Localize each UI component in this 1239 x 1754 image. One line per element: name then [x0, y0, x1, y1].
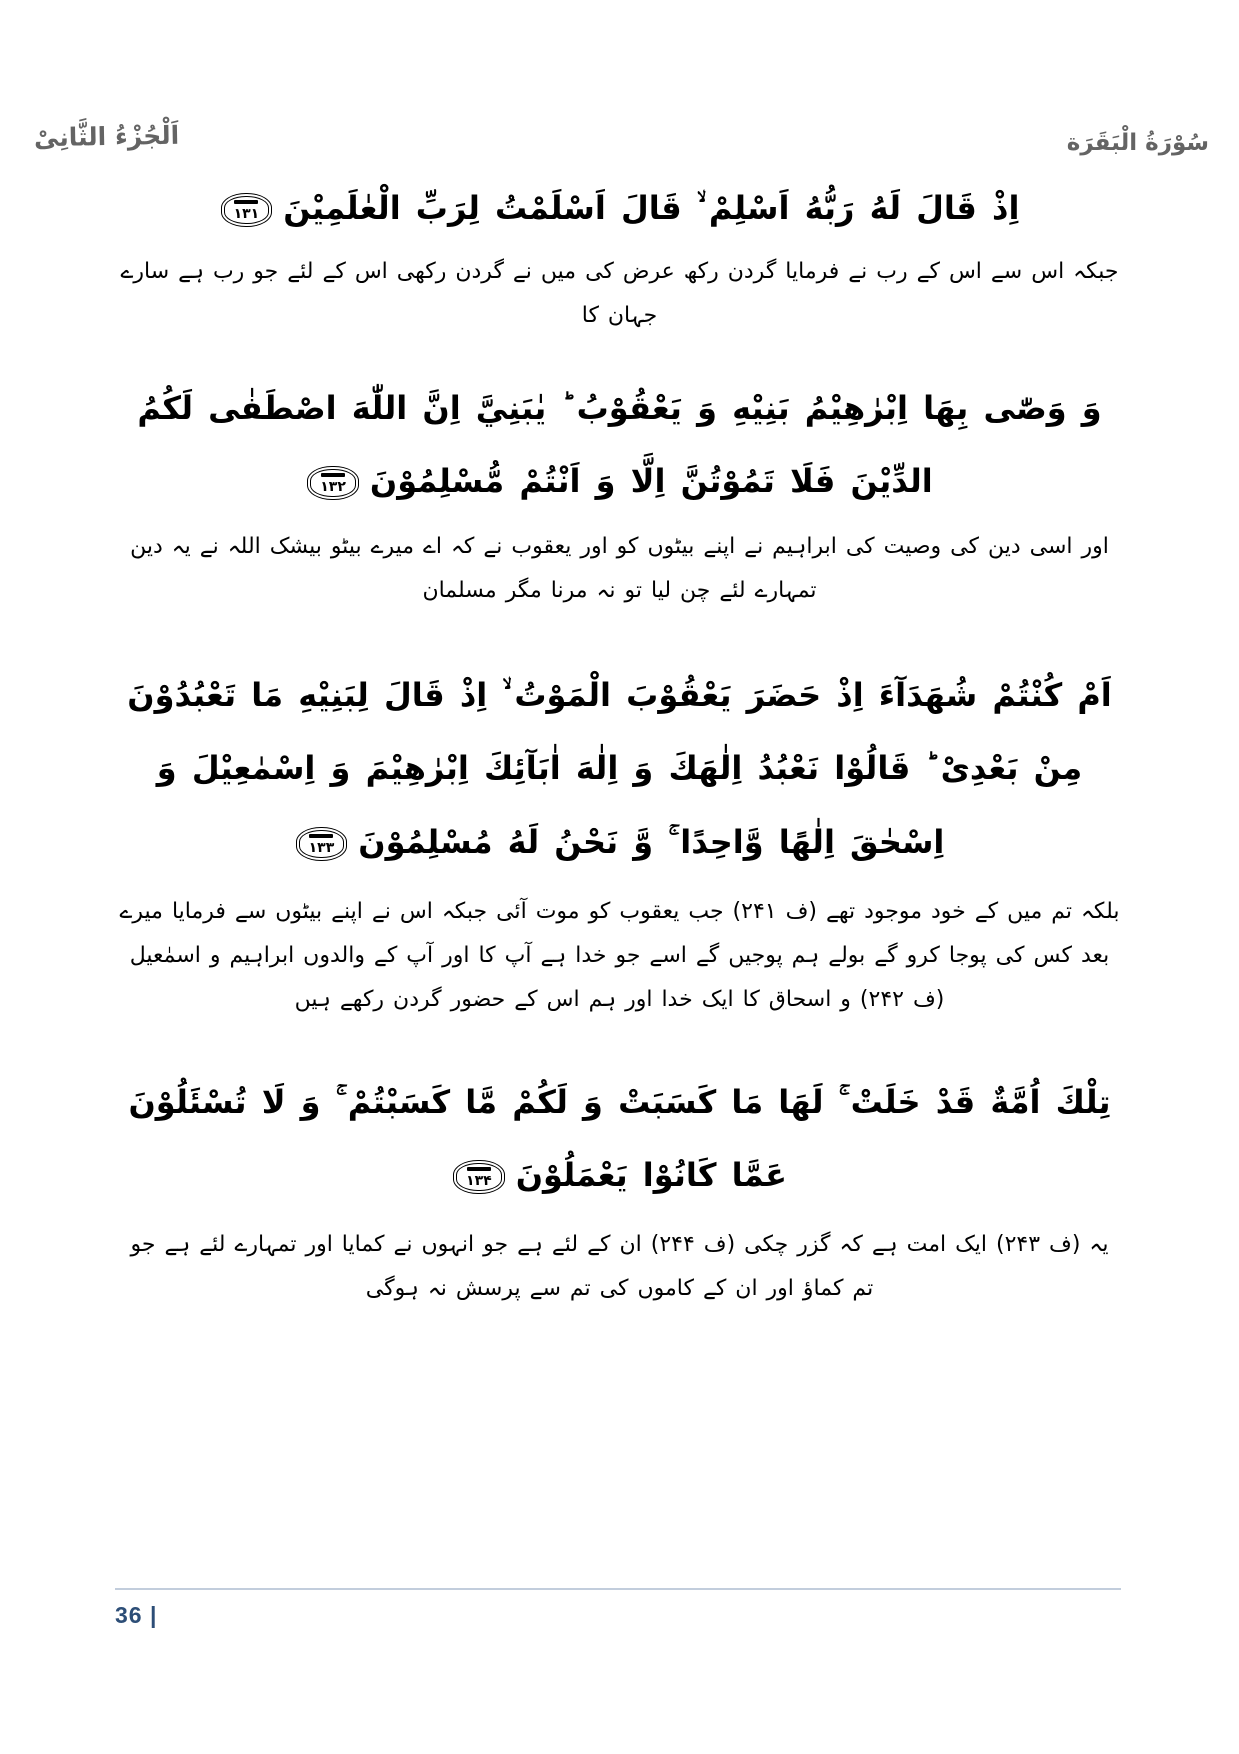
verse-number-medallion-132	[310, 469, 356, 497]
arabic-verse-132	[118, 372, 1121, 519]
surah-title-calligraphy: سُوْرَةُ الْبَقَرَة	[1066, 130, 1209, 156]
arabic-verse-132-text: وَ وَصّٰى بِهَا اِبْرٰهِيْمُ بَنِيْهِ وَ يَعْقُوْبُ ؕ يٰبَنِيَّ اِنَّ اللّٰهَ اصْطَفٰى لَكُمُ الدِّيْنَ فَلَا تَمُوْتُنَّ اِلَّا وَ اَنْتُمْ مُّسْلِمُوْنَ	[137, 388, 1102, 501]
verse-block-132	[118, 372, 1121, 613]
page-content	[118, 172, 1121, 1311]
verse-number-132: ۱۳۲	[320, 479, 346, 496]
arabic-verse-134-text: تِلْكَ اُمَّةٌ قَدْ خَلَتْ ۚ لَهَا مَا كَسَبَتْ وَ لَكُمْ مَّا كَسَبْتُمْ ۚ وَ لَا تُسْئَلُوْنَ عَمَّا كَانُوْا يَعْمَلُوْنَ	[128, 1082, 1111, 1195]
verse-block-133	[118, 659, 1121, 1022]
verse-number-133: ۱۳۳	[308, 839, 335, 856]
arabic-verse-133-text: اَمْ كُنْتُمْ شُهَدَآءَ اِذْ حَضَرَ يَعْقُوْبَ الْمَوْتُ ۙ اِذْ قَالَ لِبَنِيْهِ مَا تَعْبُدُوْنَ مِنْ بَعْدِىْ ؕ قَالُوْا نَعْبُدُ اِلٰهَكَ وَ اِلٰهَ اٰبَآئِكَ اِبْرٰهِيْمَ وَ اِسْمٰعِيْلَ وَ اِسْحٰقَ اِلٰهًا وَّاحِدًا ۚ وَّ نَحْنُ لَهُ مُسْلِمُوْنَ	[127, 675, 1112, 861]
verse-number-131: ۱۳۱	[233, 206, 260, 222]
arabic-verse-131-text: اِذْ قَالَ لَهُ رَبُّهُ اَسْلِمْ ۙ قَالَ اَسْلَمْتُ لِرَبِّ الْعٰلَمِيْنَ	[283, 189, 1020, 227]
urdu-translation-133: بلکہ تم میں کے خود موجود تھے (ف ۲۴۱) جب یعقوب کو موت آئی جبکہ اس نے اپنے بیٹوں سے فرمایا میرے بعد کس کی پوجا کرو گے بولے ہم پوجیں گے اسے جو خدا ہے آپ کا اور آپ کے والدوں ابراہیم و اسمٰعیل (ف ۲۴۲) و اسحاق کا ایک خدا اور ہم اس کے حضور گردن رکھے ہیں	[119, 898, 1120, 1012]
verse-block-134	[118, 1066, 1121, 1311]
verse-number-134: ۱۳۴	[466, 1173, 492, 1190]
urdu-translation-131: جبکہ اس سے اس کے رب نے فرمایا گردن رکھ عرض کی میں نے گردن رکھی اس کے لئے جو رب ہے سارے جہان کا	[120, 258, 1119, 328]
page-number: 36 |	[115, 1602, 158, 1628]
arabic-verse-131	[118, 172, 1121, 246]
verse-number-medallion-131	[224, 196, 270, 224]
verse-number-medallion-133	[299, 830, 345, 858]
verse-number-medallion-134	[456, 1163, 502, 1191]
page-header	[34, 0, 1209, 156]
verse-block-131	[118, 172, 1121, 338]
arabic-verse-133	[118, 659, 1121, 880]
juz-title-calligraphy: اَلْجُزْءُ الثَّانِیْ	[33, 120, 180, 153]
page-footer	[115, 1588, 1121, 1629]
urdu-translation-134: یہ (ف ۲۴۳) ایک امت ہے کہ گزر چکی (ف ۲۴۴) ان کے لئے ہے جو انہوں نے کمایا اور تمہارے لئے ہے جو تم کماؤ اور ان کے کاموں کی تم سے پرسش نہ ہوگی	[130, 1231, 1109, 1301]
urdu-translation-132: اور اسی دین کی وصیت کی ابراہیم نے اپنے بیٹوں کو اور یعقوب نے کہ اے میرے بیٹو بیشک اللہ نے یہ دین تمہارے لئے چن لیا تو نہ مرنا مگر مسلمان	[130, 533, 1109, 603]
arabic-verse-134	[118, 1066, 1121, 1213]
